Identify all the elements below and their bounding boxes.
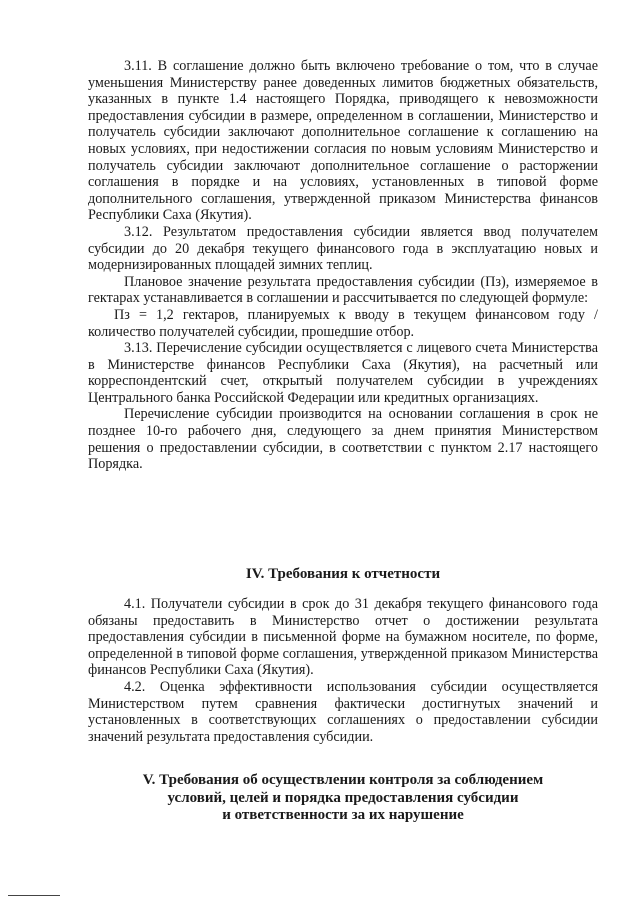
section-5-title-line-2: условий, целей и порядка предоставления субсидии <box>167 789 519 806</box>
paragraph-3-12: 3.12. Результатом предоставления субсидии является ввод получателем субсидии до 20 декабря текущего финансового года в эксплуатацию новых и модернизированных площадей зимних теплиц. <box>88 223 598 274</box>
section-3-body <box>88 58 598 473</box>
paragraph-transfer: Перечисление субсидии производится на основании соглашения в срок не позднее 10-го рабочего дня, следующего за днем принятия Министерством решения о предоставлении субсидии, в соответствии с пунктом 2.17 настоящего Порядка. <box>88 406 598 473</box>
paragraph-planned-value: Плановое значение результата предоставления субсидии (Пз), измеряемое в гектарах устанавливается в соглашении и рассчитывается по следующей формуле: <box>88 273 598 307</box>
section-5-heading <box>88 772 598 825</box>
paragraph-4-2: 4.2. Оценка эффективности использования субсидии осуществляется Министерством путем сравнения фактически достигнутых значений и установленных в соответствующих соглашениях о предоставлении субсидии значений результата предоставления субсидии. <box>88 678 598 745</box>
paragraph-4-1: 4.1. Получатели субсидии в срок до 31 декабря текущего финансового года обязаны предоставить в Министерство отчет о достижении результата предоставления субсидии в письменной форме на бумажном носителе, по форме, определенной в типовой форме соглашения, утвержденной приказом Министерства финансов Республики Саха (Якутия). <box>88 596 598 679</box>
section-5-title-line-3: и ответственности за их нарушение <box>222 807 464 823</box>
footer-divider <box>8 895 60 896</box>
paragraph-3-11: 3.11. В соглашение должно быть включено требование о том, что в случае уменьшения Министерству ранее доведенных лимитов бюджетных обязательств, указанных в пункте 1.4 настоящего Порядка, приводящего к невозможности предоставления субсидии в размере, определенном в соглашении, Министерство и получатель субсидии заключают дополнительное соглашение к соглашению на новых условиях, при недостижении согласия по новым условиям Министерство и получатель субсидии заключают дополнительное соглашение о расторжении соглашения в порядке и на условиях, установленных в типовой форме дополнительного соглашения, утвержденной приказом Министерства финансов Республики Саха (Якутия). <box>88 58 598 224</box>
paragraph-3-13: 3.13. Перечисление субсидии осуществляется с лицевого счета Министерства в Министерстве финансов Республики Саха (Якутия), на расчетный или корреспондентский счет, открытый получателем субсидии в учреждениях Центрального банка Российской Федерации или кредитных организациях. <box>88 340 598 406</box>
section-4-body <box>88 596 598 745</box>
section-5-title-line-1: V. Требования об осуществлении контроля за соблюдением <box>142 772 544 788</box>
section-4-title: IV. Требования к отчетности <box>245 566 441 582</box>
paragraph-formula: Пз = 1,2 гектаров, планируемых к вводу в текущем финансовом году /количество получателей субсидии, прошедшие отбор. <box>88 306 598 340</box>
section-4-heading <box>88 566 598 584</box>
